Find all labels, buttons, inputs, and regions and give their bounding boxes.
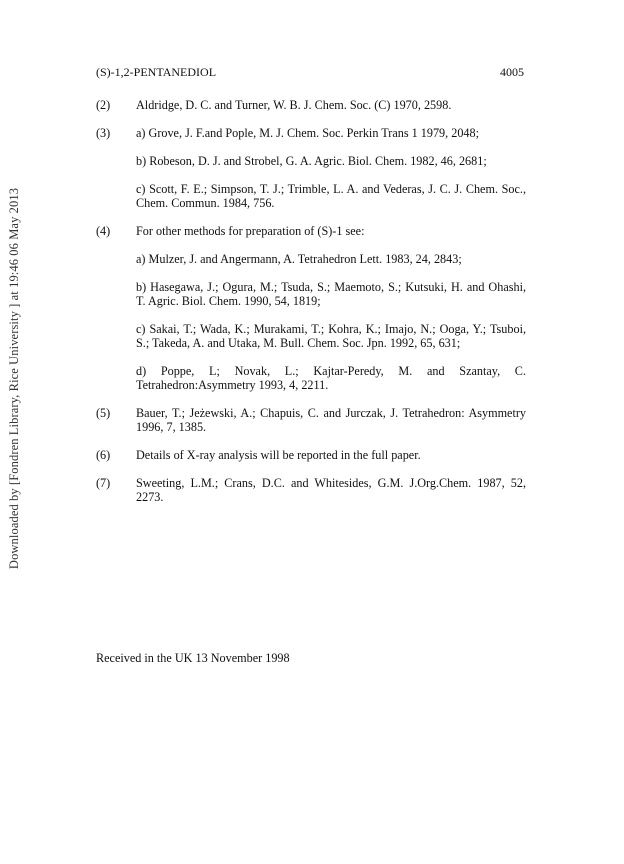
reference-text: For other methods for preparation of (S)-1 see:	[136, 224, 365, 238]
reference-7	[96, 476, 526, 504]
reference-text: Bauer, T.; Jeżewski, A.; Chapuis, C. and Jurczak, J. Tetrahedron: Asymmetry 1996, 7, 1385.	[136, 406, 526, 434]
reference-text: c) Scott, F. E.; Simpson, T. J.; Trimble, L. A. and Vederas, J. C. J. Chem. Soc., Chem. Commun. 1984, 756.	[136, 182, 526, 210]
reference-number: (3)	[96, 126, 111, 140]
reference-text: a) Mulzer, J. and Angermann, A. Tetrahedron Lett. 1983, 24, 2843;	[136, 252, 462, 266]
reference-text: Sweeting, L.M.; Crans, D.C. and Whitesides, G.M. J.Org.Chem. 1987, 52, 2273.	[136, 476, 526, 504]
reference-number: (6)	[96, 448, 111, 462]
reference-4	[96, 224, 526, 392]
reference-body	[136, 448, 526, 462]
page-number: 4005	[500, 65, 524, 79]
reference-body	[136, 224, 526, 392]
reference-text: b) Hasegawa, J.; Ogura, M.; Tsuda, S.; Maemoto, S.; Kutsuki, H. and Ohashi, T. Agric. Biol. Chem. 1990, 54, 1819;	[136, 280, 526, 308]
download-watermark	[6, 118, 24, 638]
reference-number: (4)	[96, 224, 111, 238]
download-watermark-text: Downloaded by [Fondren Library, Rice University ] at 19:46 06 May 2013	[7, 187, 22, 569]
reference-text: b) Robeson, D. J. and Strobel, G. A. Agric. Biol. Chem. 1982, 46, 2681;	[136, 154, 487, 168]
reference-list	[96, 98, 526, 518]
received-date: Received in the UK 13 November 1998	[96, 651, 290, 665]
reference-2	[96, 98, 526, 112]
reference-text: c) Sakai, T.; Wada, K.; Murakami, T.; Kohra, K.; Imajo, N.; Ooga, Y.; Tsuboi, S.; Takeda, A. and Utaka, M. Bull. Chem. Soc. Jpn. 1992, 65, 631;	[136, 322, 526, 350]
reference-number: (2)	[96, 98, 111, 112]
reference-text: Details of X-ray analysis will be reported in the full paper.	[136, 448, 421, 462]
reference-body	[136, 126, 526, 210]
reference-body	[136, 476, 526, 504]
reference-5	[96, 406, 526, 434]
reference-body	[136, 98, 526, 112]
running-title: (S)-1,2-PENTANEDIOL	[96, 65, 217, 79]
reference-number: (5)	[96, 406, 111, 420]
reference-6	[96, 448, 526, 462]
reference-text: a) Grove, J. F.and Pople, M. J. Chem. Soc. Perkin Trans 1 1979, 2048;	[136, 126, 479, 140]
reference-text: Aldridge, D. C. and Turner, W. B. J. Chem. Soc. (C) 1970, 2598.	[136, 98, 452, 112]
reference-text: d) Poppe, L; Novak, L.; Kajtar-Peredy, M. and Szantay, C. Tetrahedron:Asymmetry 1993, 4, 2211.	[136, 364, 526, 392]
reference-body	[136, 406, 526, 434]
reference-number: (7)	[96, 476, 111, 490]
reference-3	[96, 126, 526, 210]
